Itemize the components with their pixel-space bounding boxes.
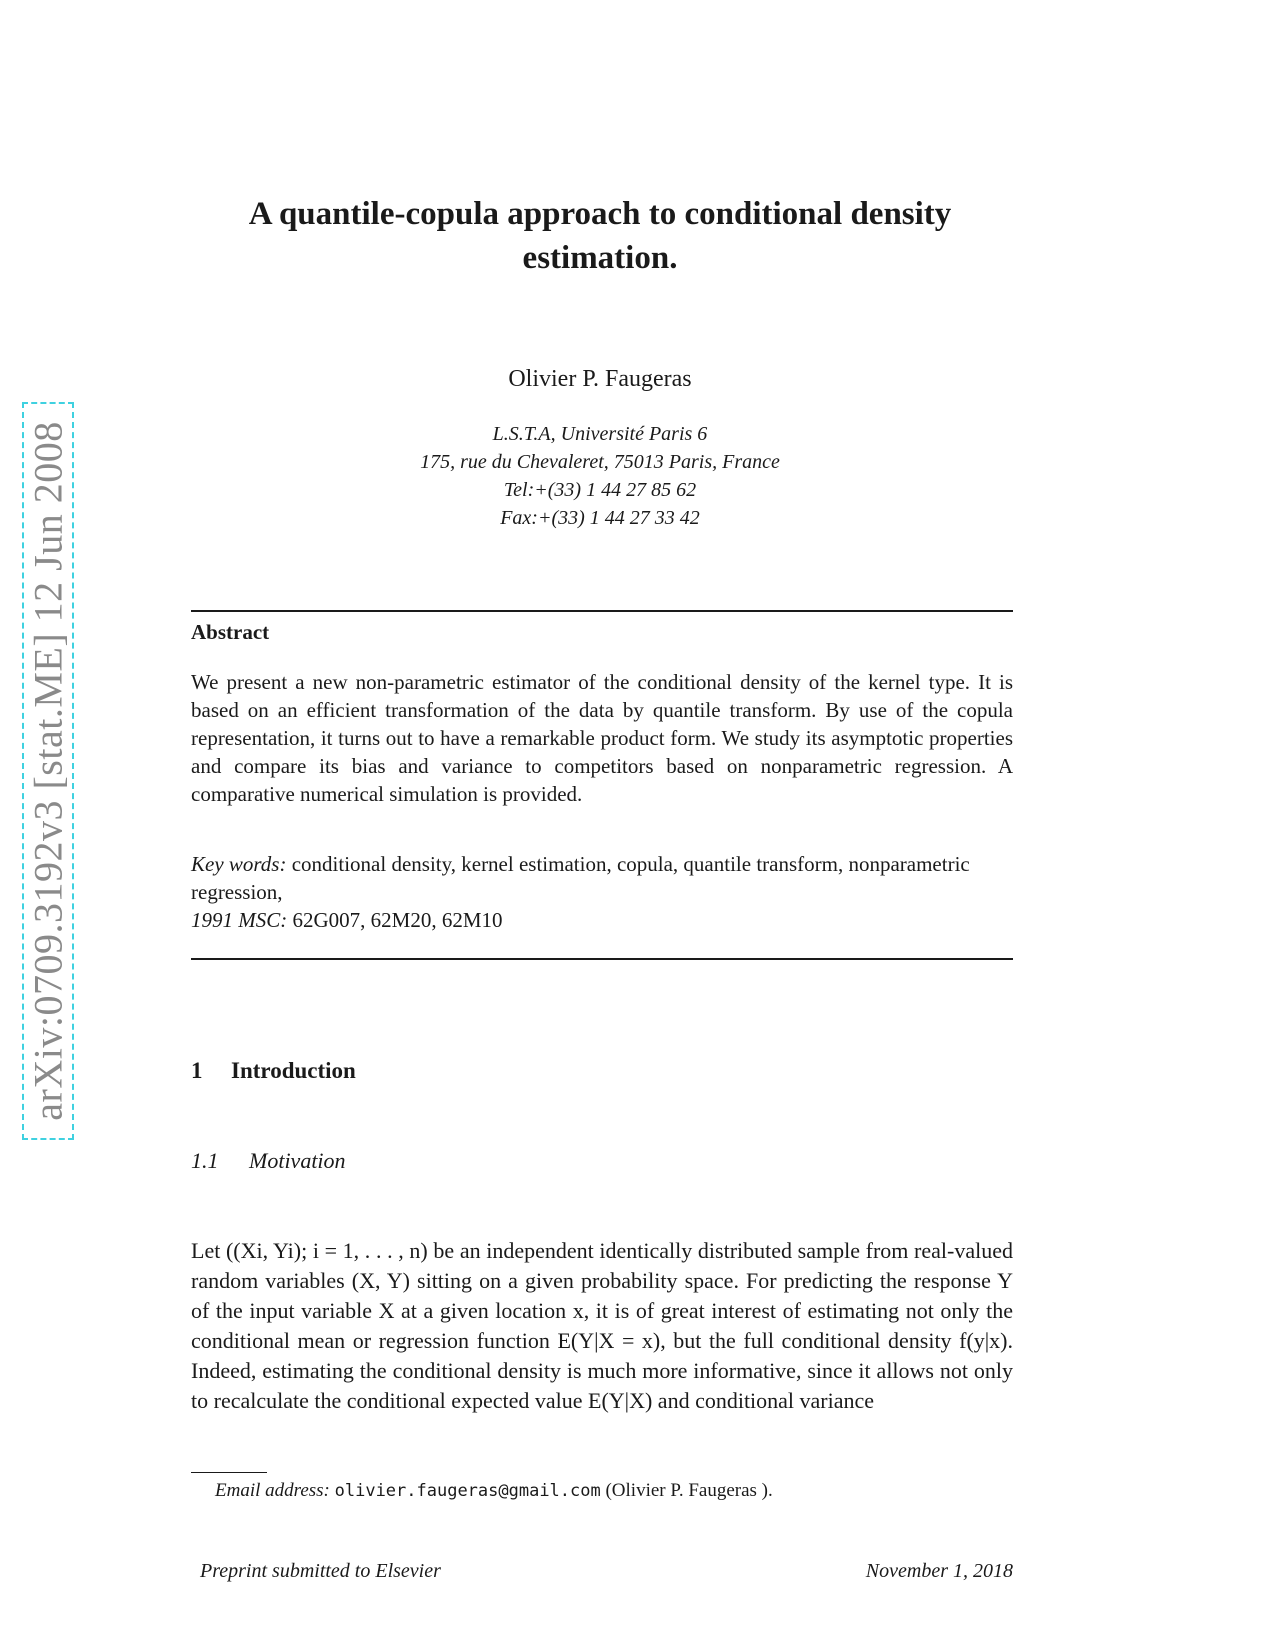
author-name: Olivier P. Faugeras: [508, 366, 692, 392]
abstract-heading: Abstract: [191, 620, 270, 644]
intro-paragraph: Let ((Xi, Yi); i = 1, . . . , n) be an independent identically distributed sample from real-valued random variables (X, Y) sitting on a given probability space. For predicting the response Y of the input variable X at a given location x, it is of great interest of estimating not only the conditional mean or regression function E(Y|X = x), but the full conditional density f(y|x). Indeed, estimating the conditional density is much more informative, since it allows not only to recalculate the conditional expected value E(Y|X) and conditional variance: [191, 1238, 1013, 1413]
section-title: Introduction: [231, 1058, 356, 1083]
footer-left: Preprint submitted to Elsevier: [200, 1560, 441, 1582]
section-number: 1: [191, 1058, 203, 1083]
subsection-title: Motivation: [249, 1148, 346, 1173]
abstract-bottom-rule: [191, 958, 1013, 960]
footnote-email[interactable]: olivier.faugeras@gmail.com: [334, 1481, 601, 1501]
affiliation-line: Fax:+(33) 1 44 27 33 42: [500, 507, 700, 529]
affiliation-line: Tel:+(33) 1 44 27 85 62: [503, 479, 697, 501]
footnote: [215, 1480, 773, 1502]
msc-text: 62G007, 62M20, 62M10: [292, 908, 503, 932]
abstract-text: We present a new non-parametric estimator of the conditional density of the kernel type. It is based on an efficient transformation of the data by quantile transform. By use of the copula representation, it turns out to have a remarkable product form. We study its asymptotic properties and compare its bias and variance to competitors based on nonparametric regression. A comparative numerical simulation is provided.: [191, 670, 1013, 806]
footer-date: November 1, 2018: [865, 1560, 1013, 1582]
affiliation-line: L.S.T.A, Université Paris 6: [492, 423, 708, 445]
footnote-name: (Olivier P. Faugeras ).: [605, 1480, 773, 1501]
footnote-label: Email address:: [215, 1480, 330, 1501]
abstract-top-rule: [191, 610, 1013, 612]
msc-label: 1991 MSC:: [191, 908, 288, 932]
arxiv-stamp: [22, 402, 74, 1140]
keywords-label: Key words:: [191, 852, 287, 876]
subsection-heading: [191, 1148, 346, 1174]
footnote-rule: [191, 1472, 267, 1473]
affiliation-line: 175, rue du Chevaleret, 75013 Paris, France: [420, 451, 780, 473]
subsection-number: 1.1: [191, 1148, 219, 1173]
keywords-text: conditional density, kernel estimation, copula, quantile transform, nonparametric regression,: [191, 852, 970, 904]
section-heading: [191, 1058, 356, 1084]
arxiv-stamp-text: arXiv:0709.3192v3 [stat.ME] 12 Jun 2008: [25, 421, 71, 1121]
paper-title: A quantile-copula approach to conditional density estimation.: [248, 196, 952, 276]
keywords-block: [191, 850, 1013, 934]
affiliation-block: [300, 420, 900, 532]
